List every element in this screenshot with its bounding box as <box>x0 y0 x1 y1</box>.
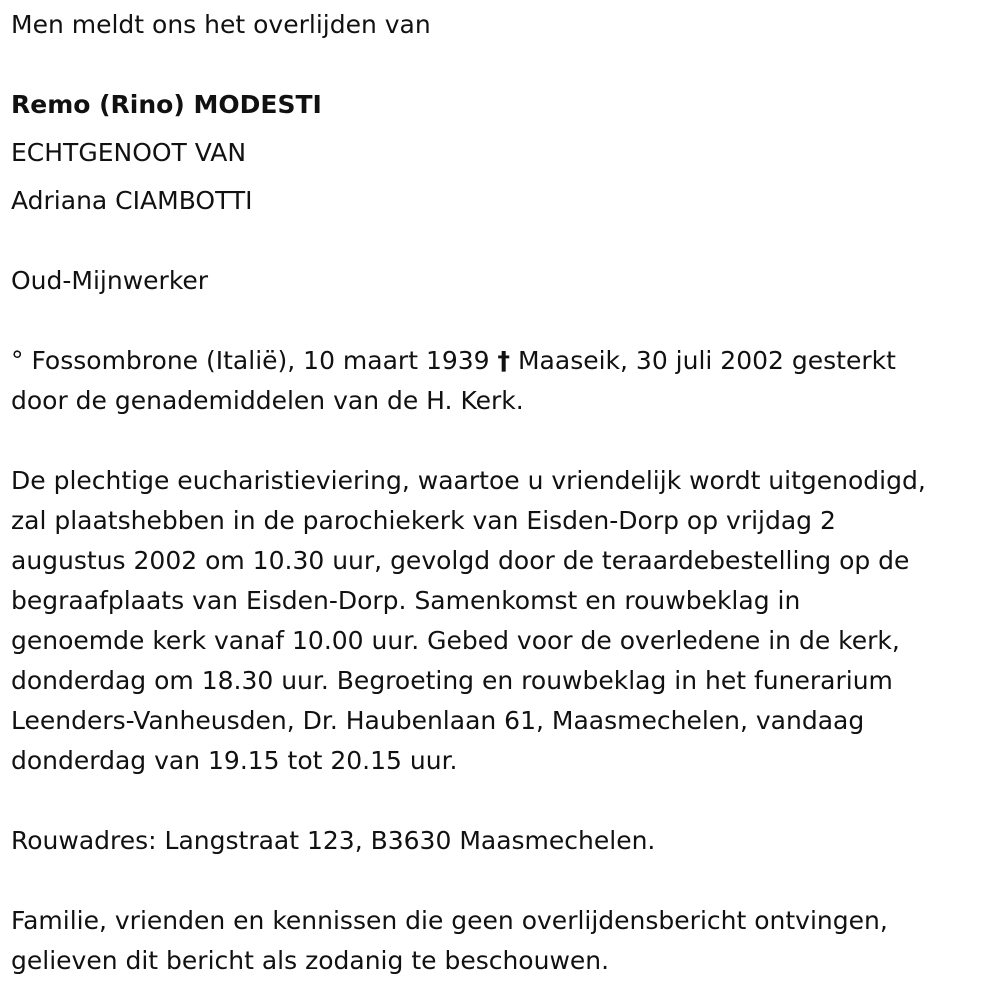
deceased-name: Remo (Rino) MODESTI <box>11 90 322 119</box>
death-info: Maaseik, 30 juli 2002 gesterkt door de genademiddelen van de H. Kerk. <box>11 346 896 415</box>
birth-info: ° Fossombrone (Italië), 10 maart 1939 <box>11 346 490 375</box>
spouse-label: ECHTGENOOT VAN <box>11 138 247 167</box>
closing-note: Familie, vrienden en kennissen die geen overlijdensbericht ontvingen, gelieven dit bericht als zodanig te beschouwen. <box>11 906 888 975</box>
mourning-address: Rouwadres: Langstraat 123, B3630 Maasmechelen. <box>11 826 656 855</box>
intro-line: Men meldt ons het overlijden van <box>11 10 431 39</box>
funeral-service-details: De plechtige eucharistieviering, waartoe u vriendelijk wordt uitgenodigd, zal plaatshebben in de parochiekerk van Eisden-Dorp op vrijdag 2 augustus 2002 om 10.30 uur, gevolgd door de teraardebestelling op de begraafplaats van Eisden-Dorp. Samenkomst en rouwbeklag in genoemde kerk vanaf 10.00 uur. Gebed voor de overledene in de kerk, donderdag om 18.30 uur. Begroeting en rouwbeklag in het funerarium Leenders-Vanheusden, Dr. Haubenlaan 61, Maasmechelen, vandaag donderdag van 19.15 tot 20.15 uur. <box>11 466 926 775</box>
birth-death-text <box>11 341 991 421</box>
birth-death-details <box>11 341 991 421</box>
cross-icon: † <box>497 346 511 375</box>
occupation: Oud-Mijnwerker <box>11 266 209 295</box>
spouse-name: Adriana CIAMBOTTI <box>11 186 253 215</box>
